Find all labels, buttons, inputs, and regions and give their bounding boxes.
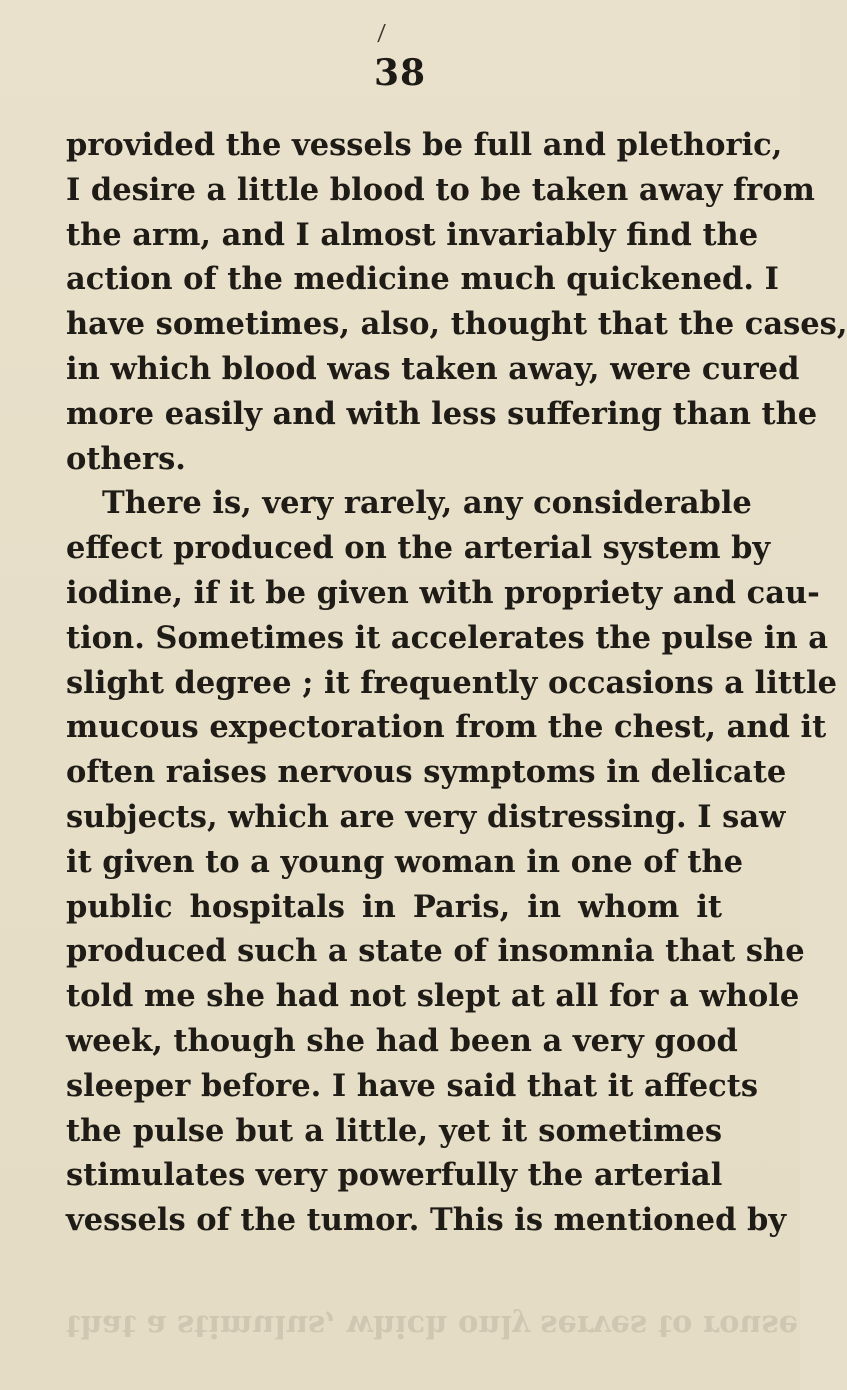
- text-line: subjects, which are very distressing. I saw: [66, 798, 786, 835]
- text-line: sleeper before. I have said that it affects: [66, 1067, 758, 1104]
- text-line: public hospitals in Paris, in whom it: [66, 888, 722, 925]
- text-line: produced such a state of insomnia that she: [66, 933, 805, 970]
- text-line: have sometimes, also, thought that the cases,: [66, 306, 847, 343]
- text-line: vessels of the tumor. This is mentioned by: [66, 1202, 787, 1239]
- text-line: often raises nervous symptoms in delicate: [66, 754, 787, 791]
- text-line: told me she had not slept at all for a whole: [66, 978, 800, 1015]
- body-text: [66, 123, 847, 1243]
- text-line: I desire a little blood to be taken away from: [66, 171, 815, 208]
- text-line: stimulates very powerfully the arterial: [66, 1157, 723, 1194]
- text-line: action of the medicine much quickened. I: [66, 261, 779, 298]
- text-line: mucous expectoration from the chest, and it: [66, 709, 827, 746]
- text-line: in which blood was taken away, were cured: [66, 350, 800, 387]
- paragraph-start-line: There is, very rarely, any considerable: [102, 485, 752, 522]
- bleed-through-line: that a stimulus, which only serves to rouse: [66, 1307, 799, 1344]
- text-line: others.: [66, 440, 186, 477]
- text-line: it given to a young woman in one of the: [66, 843, 744, 880]
- text-line: slight degree ; it frequently occasions a little: [66, 664, 838, 701]
- text-line: the arm, and I almost invariably find the: [66, 216, 759, 253]
- text-line: the pulse but a little, yet it sometimes: [66, 1112, 722, 1149]
- text-line: provided the vessels be full and plethoric,: [66, 127, 783, 163]
- text-line: effect produced on the arterial system by: [66, 530, 771, 567]
- text-line: week, though she had been a very good: [66, 1022, 738, 1059]
- text-line: more easily and with less suffering than the: [66, 395, 818, 432]
- text-line: iodine, if it be given with propriety and cau-: [66, 574, 820, 611]
- page-number: 38: [373, 52, 427, 94]
- pencil-mark: ⁄: [377, 21, 386, 48]
- text-line: tion. Sometimes it accelerates the pulse in a: [66, 619, 829, 656]
